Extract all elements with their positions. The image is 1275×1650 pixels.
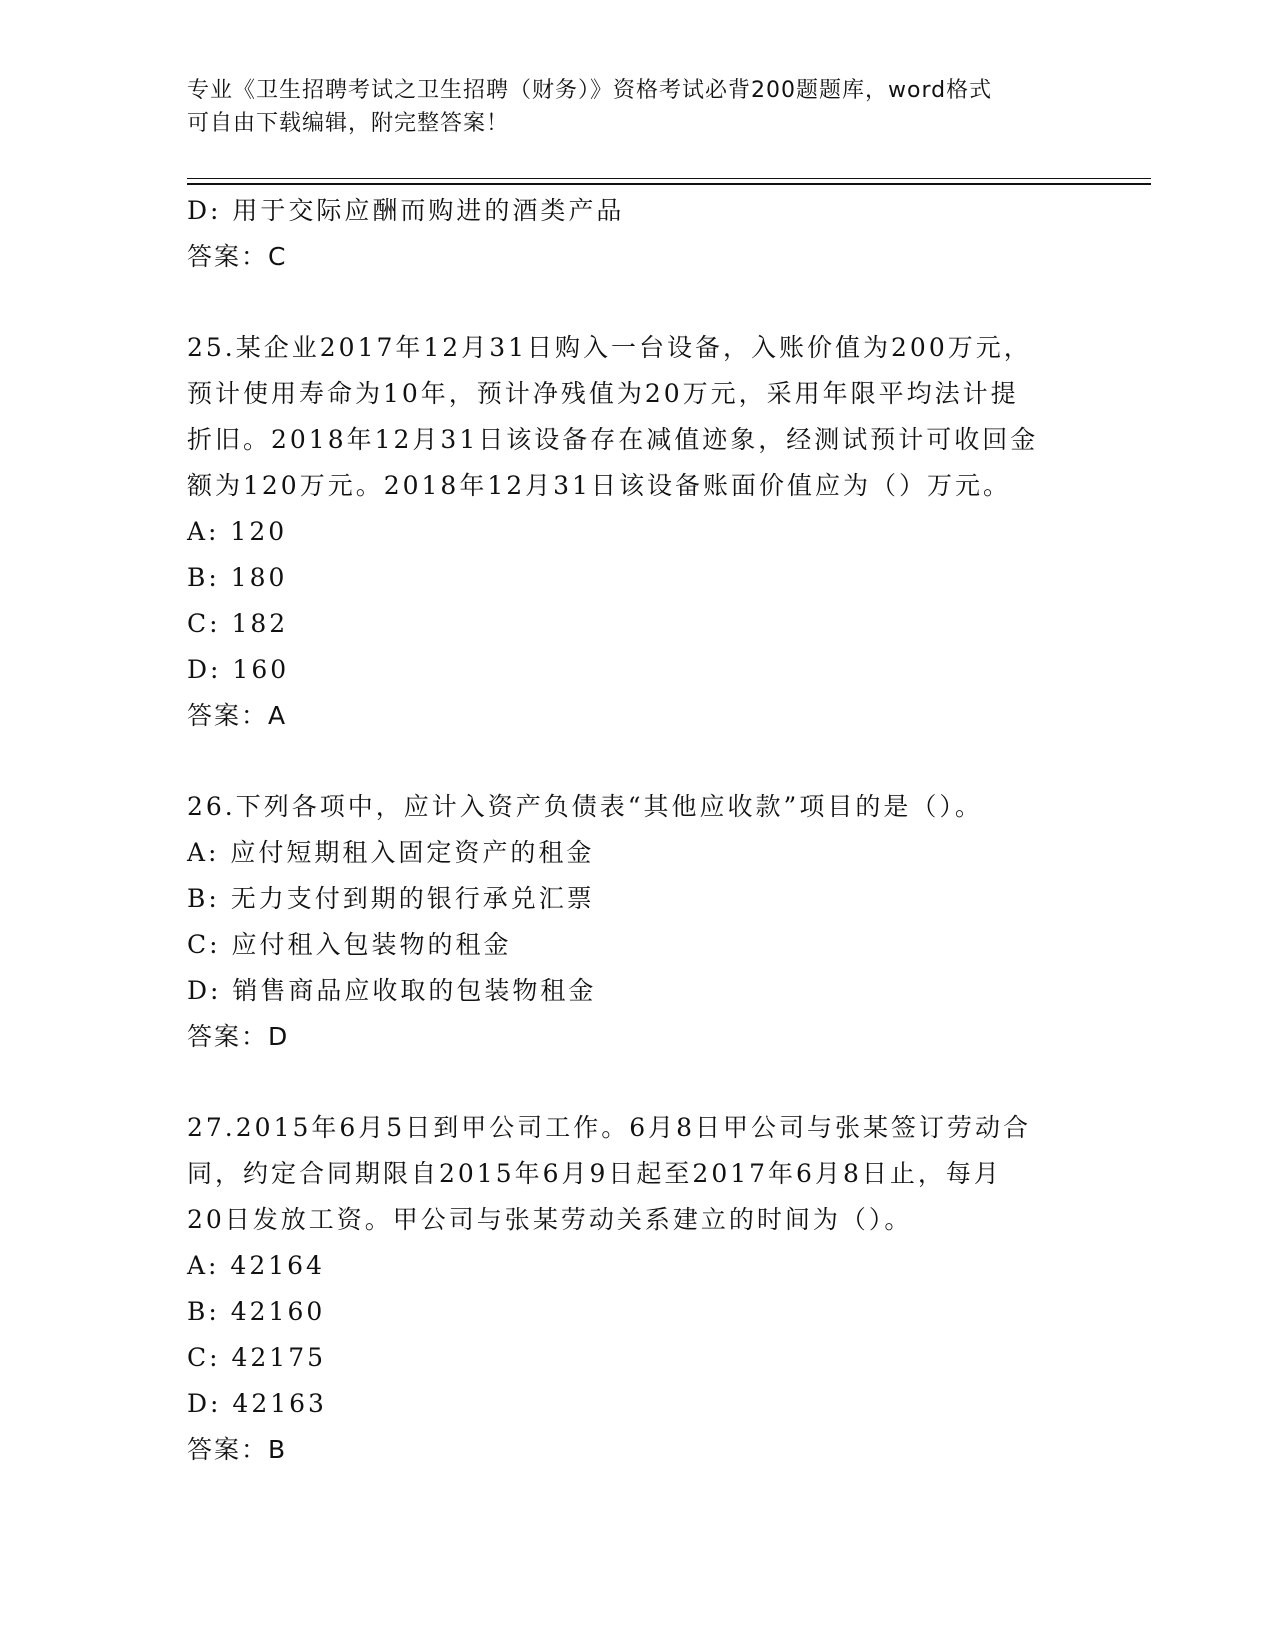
header-line-1: 专业《卫生招聘考试之卫生招聘（财务）》资格考试必背200题题库，word格式 xyxy=(187,78,993,103)
option-a: A: 42164 xyxy=(187,1251,325,1280)
question-stem-line: 25.某企业2017年12月31日购入一台设备，入账价值为200万元， xyxy=(187,333,1032,362)
question-stem-line: 27.2015年6月5日到甲公司工作。6月8日甲公司与张某签订劳动合 xyxy=(187,1113,1032,1142)
question-stem-line: 预计使用寿命为10年，预计净残值为20万元，采用年限平均法计提 xyxy=(187,379,1019,408)
answer-line: 答案：B xyxy=(187,1435,288,1464)
question-list xyxy=(187,188,1087,1473)
question-25 xyxy=(187,325,1087,739)
question-stem-line: 额为120万元。2018年12月31日该设备账面价值应为（）万元。 xyxy=(187,471,1011,500)
option-d: D: 销售商品应收取的包装物租金 xyxy=(187,976,597,1005)
document-header xyxy=(187,74,1067,140)
answer-line: 答案：C xyxy=(187,242,288,271)
header-rule-thick xyxy=(187,183,1151,185)
question-stem-line: 折旧。2018年12月31日该设备存在减值迹象，经测试预计可收回金 xyxy=(187,425,1039,454)
question-26 xyxy=(187,784,1087,1060)
option-c: C: 应付租入包装物的租金 xyxy=(187,930,512,959)
spacer xyxy=(187,280,1087,325)
question-27 xyxy=(187,1105,1087,1473)
question-stem-line: 同，约定合同期限自2015年6月9日起至2017年6月8日止，每月 xyxy=(187,1159,1002,1188)
spacer xyxy=(187,739,1087,784)
spacer xyxy=(187,1060,1087,1105)
question-stem-line: 26.下列各项中，应计入资产负债表“其他应收款”项目的是（）。 xyxy=(187,792,983,821)
answer-line: 答案：D xyxy=(187,1022,290,1051)
option-c: C: 42175 xyxy=(187,1343,327,1372)
option-d: D: 42163 xyxy=(187,1389,327,1418)
option-a: A: 120 xyxy=(187,517,288,546)
option-b: B: 42160 xyxy=(187,1297,326,1326)
option-b: B: 无力支付到期的银行承兑汇票 xyxy=(187,884,595,913)
header-line-2: 可自由下载编辑，附完整答案！ xyxy=(187,111,510,136)
answer-line: 答案：A xyxy=(187,701,288,730)
option-a: A: 应付短期租入固定资产的租金 xyxy=(187,838,595,867)
option-d: D: 用于交际应酬而购进的酒类产品 xyxy=(187,196,625,225)
option-b: B: 180 xyxy=(187,563,288,592)
question-stem-line: 20日发放工资。甲公司与张某劳动关系建立的时间为（）。 xyxy=(187,1205,913,1234)
previous-question-tail xyxy=(187,188,1087,280)
option-d: D: 160 xyxy=(187,655,290,684)
option-c: C: 182 xyxy=(187,609,289,638)
header-rule-thin xyxy=(187,178,1151,179)
